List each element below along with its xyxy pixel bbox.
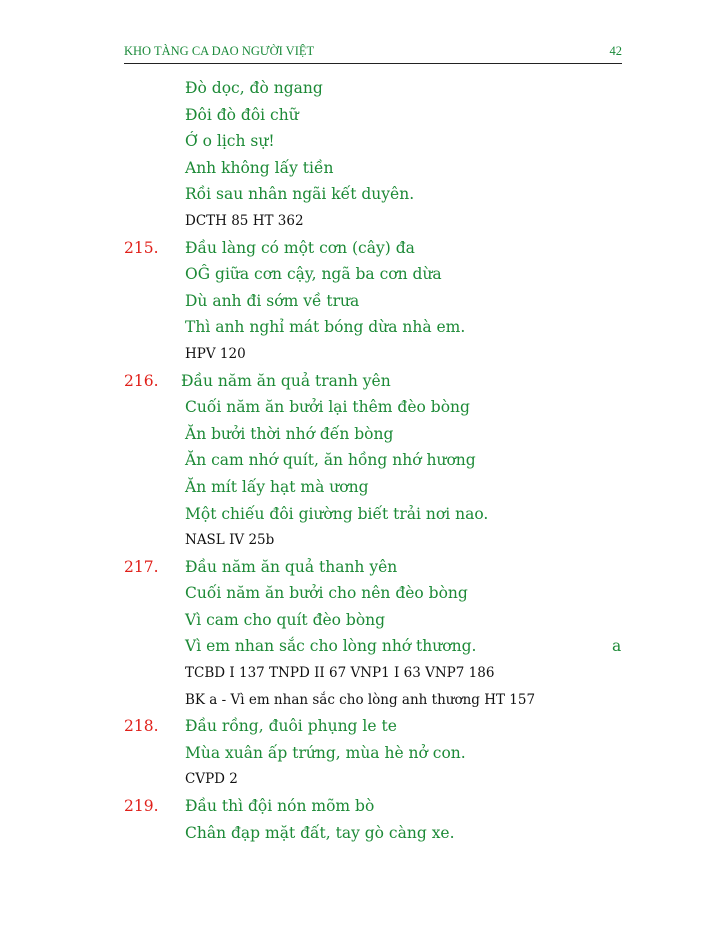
verse-line: [0, 554, 723, 581]
verse-line: [0, 501, 723, 528]
verse-line: [0, 820, 723, 847]
source-citation: CVPD 2: [185, 771, 238, 788]
source-line: [0, 527, 723, 554]
verse-text: Một chiếu đôi giường biết trải nơi nao.: [185, 504, 489, 523]
verse-text: Đầu năm ăn quả tranh yên: [181, 371, 391, 390]
source-citation: BK a - Vì em nhan sắc cho lòng anh thương HT 157: [185, 691, 536, 708]
verse-text: Cuối năm ăn bưởi lại thêm đèo bòng: [185, 398, 470, 417]
verse-line: [0, 314, 723, 341]
verse-text: Ớ o lịch sự!: [185, 132, 275, 151]
verse-line: [0, 155, 723, 182]
verse-line: [0, 713, 723, 740]
verse-line: [0, 580, 723, 607]
verse-text: Ăn bưởi thời nhớ đến bòng: [185, 424, 394, 443]
header-rule: [124, 63, 622, 64]
source-line: [0, 766, 723, 793]
verse-text: Vì cam cho quít đèo bòng: [185, 610, 386, 629]
verse-line: [0, 181, 723, 208]
source-line: [0, 687, 723, 714]
page-number: 42: [609, 44, 622, 58]
source-citation: DCTH 85 HT 362: [185, 212, 304, 229]
verse-text: Ăn mít lấy hạt mà ương: [185, 477, 369, 496]
book-title: KHO TÀNG CA DAO NGƯỜI VIỆT: [124, 44, 315, 58]
source-citation: NASL IV 25b: [185, 532, 275, 549]
poem-number: 218.: [124, 717, 159, 736]
verse-line: [0, 368, 723, 395]
verse-text: Cuối năm ăn bưởi cho nên đèo bòng: [185, 584, 468, 603]
verse-text: Đầu thì đội nón mõm bò: [185, 797, 375, 816]
verse-text: Ăn cam nhớ quít, ăn hồng nhớ hương: [185, 451, 476, 470]
verse-text: OĜ giữa cơn cậy, ngã ba cơn dừa: [185, 265, 442, 284]
verse-line: [0, 793, 723, 820]
verse-line: [0, 607, 723, 634]
verse-text: Đôi đò đôi chữ: [185, 105, 299, 124]
source-line: [0, 341, 723, 368]
verse-text: Đò dọc, đò ngang: [185, 79, 323, 97]
poem-number: 219.: [124, 797, 159, 816]
verse-text: Đầu làng có một cơn (cây) đa: [185, 238, 415, 257]
poem-number: 216.: [124, 371, 159, 390]
verse-text: Vì em nhan sắc cho lòng nhớ thương.: [185, 637, 477, 656]
verse-text: Thì anh nghỉ mát bóng dừa nhà em.: [185, 318, 466, 337]
verse-text: Đầu rồng, đuôi phụng le te: [185, 717, 397, 736]
verse-line: [0, 633, 723, 660]
verse-line: [0, 740, 723, 767]
source-line: [0, 208, 723, 235]
verse-line: [0, 447, 723, 474]
verse-text: Chân đạp mặt đất, tay gò càng xe.: [185, 823, 455, 842]
verse-line: [0, 128, 723, 155]
verse-line: [0, 474, 723, 501]
verse-line: [0, 235, 723, 262]
source-citation: TCBD I 137 TNPD II 67 VNP1 I 63 VNP7 186: [185, 665, 495, 682]
poem-content: [0, 75, 723, 846]
verse-line: [0, 261, 723, 288]
verse-line: [0, 394, 723, 421]
poem-number: 215.: [124, 238, 159, 257]
verse-text: Dù anh đi sớm về trưa: [185, 291, 360, 310]
verse-text: Rồi sau nhân ngãi kết duyên.: [185, 185, 415, 204]
verse-text: Mùa xuân ấp trứng, mùa hè nở con.: [185, 743, 466, 762]
page-header: [124, 44, 622, 59]
verse-text: Anh không lấy tiền: [185, 158, 334, 177]
verse-line: [0, 288, 723, 315]
verse-text: Đầu năm ăn quả thanh yên: [185, 557, 398, 576]
source-citation: HPV 120: [185, 345, 246, 362]
source-line: [0, 660, 723, 687]
variant-mark: a: [612, 637, 622, 656]
verse-line: [0, 421, 723, 448]
poem-number: 217.: [124, 557, 159, 576]
verse-line: [0, 102, 723, 129]
verse-line: [0, 75, 723, 102]
